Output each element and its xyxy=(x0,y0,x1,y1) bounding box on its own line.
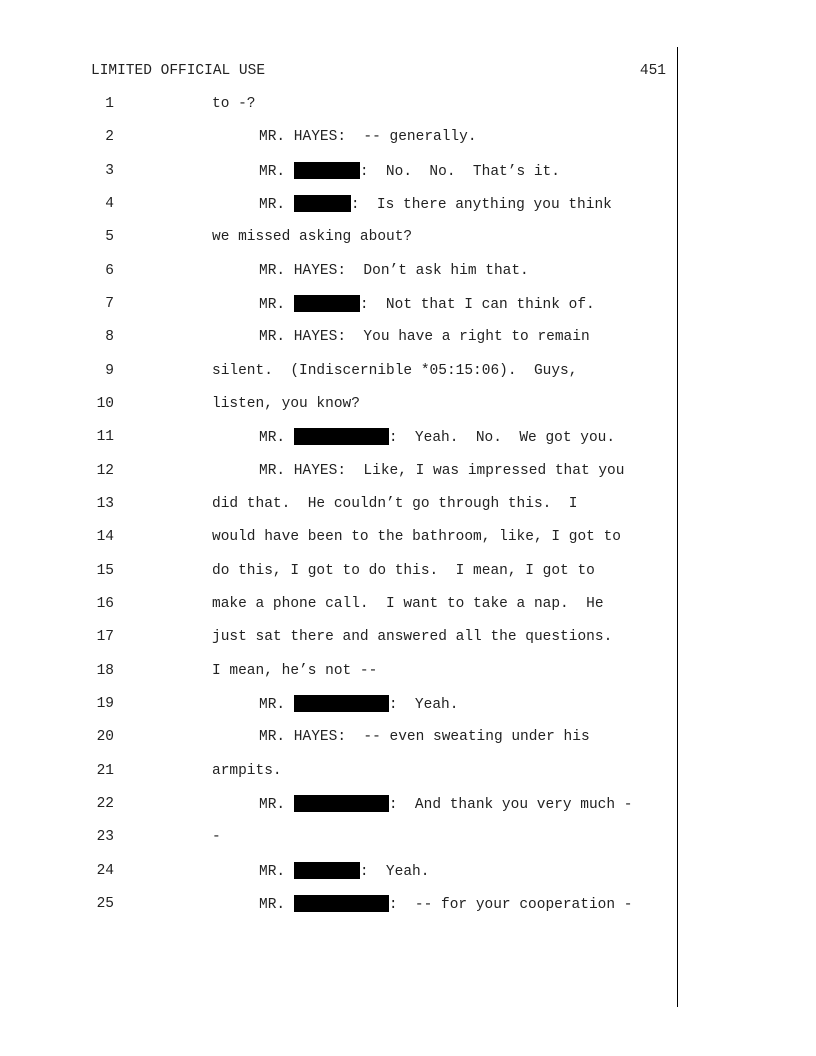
speech-text: : Not that I can think of. xyxy=(359,297,595,313)
line-number: 19 xyxy=(96,696,114,712)
speech-text: : Is there anything you think xyxy=(350,197,612,213)
line-number: 4 xyxy=(105,196,114,212)
redaction-box xyxy=(294,862,360,879)
line-number: 20 xyxy=(96,729,114,745)
speaker-prefix: MR. xyxy=(259,864,294,880)
classification-header: LIMITED OFFICIAL USE xyxy=(91,63,266,79)
speaker-prefix: MR. xyxy=(259,797,294,813)
line-number: 14 xyxy=(96,529,114,545)
speaker-prefix: MR. xyxy=(259,164,294,180)
line-text xyxy=(259,862,429,881)
line-text: would have been to the bathroom, like, I got to xyxy=(212,529,621,545)
transcript-line xyxy=(0,95,816,113)
transcript-line xyxy=(0,162,816,180)
transcript-line xyxy=(0,628,816,646)
line-number: 5 xyxy=(105,229,114,245)
line-text: MR. HAYES: You have a right to remain xyxy=(259,329,590,345)
speech-text: : And thank you very much - xyxy=(388,797,633,813)
redaction-box xyxy=(294,428,389,445)
line-number: 7 xyxy=(105,296,114,312)
line-text: we missed asking about? xyxy=(212,229,413,245)
line-text xyxy=(259,428,615,447)
line-number: 16 xyxy=(96,596,114,612)
line-number: 2 xyxy=(105,129,114,145)
speaker-prefix: MR. xyxy=(259,197,294,213)
redaction-box xyxy=(294,195,351,212)
line-text: MR. HAYES: -- generally. xyxy=(259,129,477,145)
transcript-line xyxy=(0,128,816,146)
speaker-prefix: MR. xyxy=(259,430,294,446)
line-number: 24 xyxy=(96,863,114,879)
redaction-box xyxy=(294,795,389,812)
transcript-line xyxy=(0,528,816,546)
line-text xyxy=(259,295,595,314)
speech-text: : -- for your cooperation - xyxy=(388,897,633,913)
transcript-line xyxy=(0,595,816,613)
line-text: armpits. xyxy=(212,763,282,779)
redaction-box xyxy=(294,162,360,179)
line-text xyxy=(259,895,632,914)
transcript-line xyxy=(0,895,816,913)
transcript-line xyxy=(0,462,816,480)
line-text: listen, you know? xyxy=(212,396,360,412)
line-text: to -? xyxy=(212,96,256,112)
line-text: MR. HAYES: -- even sweating under his xyxy=(259,729,590,745)
transcript-line xyxy=(0,328,816,346)
transcript-line xyxy=(0,428,816,446)
line-number: 17 xyxy=(96,629,114,645)
line-text xyxy=(259,162,560,181)
transcript-line xyxy=(0,562,816,580)
transcript-line xyxy=(0,662,816,680)
line-text: just sat there and answered all the questions. xyxy=(212,629,613,645)
speaker-prefix: MR. xyxy=(259,897,294,913)
line-text: make a phone call. I want to take a nap. He xyxy=(212,596,604,612)
transcript-line xyxy=(0,228,816,246)
line-text xyxy=(259,695,458,714)
line-number: 22 xyxy=(96,796,114,812)
line-number: 8 xyxy=(105,329,114,345)
line-number: 3 xyxy=(105,163,114,179)
speech-text: : Yeah. xyxy=(359,864,430,880)
transcript-line xyxy=(0,495,816,513)
line-text: - xyxy=(212,829,221,845)
redaction-box xyxy=(294,295,360,312)
line-text: MR. HAYES: Don’t ask him that. xyxy=(259,263,529,279)
line-number: 18 xyxy=(96,663,114,679)
page-number: 451 xyxy=(639,63,666,79)
transcript-line xyxy=(0,195,816,213)
redaction-box xyxy=(294,695,389,712)
line-text: did that. He couldn’t go through this. I xyxy=(212,496,578,512)
line-number: 11 xyxy=(96,429,114,445)
transcript-line xyxy=(0,828,816,846)
transcript-line xyxy=(0,262,816,280)
line-number: 9 xyxy=(105,363,114,379)
transcript-line xyxy=(0,795,816,813)
speech-text: : Yeah. No. We got you. xyxy=(388,430,616,446)
line-text: do this, I got to do this. I mean, I got to xyxy=(212,563,595,579)
line-number: 10 xyxy=(96,396,114,412)
line-text: MR. HAYES: Like, I was impressed that you xyxy=(259,463,625,479)
transcript-line xyxy=(0,862,816,880)
line-number: 13 xyxy=(96,496,114,512)
redaction-box xyxy=(294,895,389,912)
transcript-line xyxy=(0,728,816,746)
line-number: 12 xyxy=(96,463,114,479)
transcript-line xyxy=(0,295,816,313)
line-number: 1 xyxy=(105,96,114,112)
line-text xyxy=(259,195,612,214)
line-number: 25 xyxy=(96,896,114,912)
line-number: 23 xyxy=(96,829,114,845)
line-text xyxy=(259,795,632,814)
line-text: silent. (Indiscernible *05:15:06). Guys, xyxy=(212,363,578,379)
transcript-line xyxy=(0,395,816,413)
transcript-line xyxy=(0,362,816,380)
line-number: 21 xyxy=(96,763,114,779)
speaker-prefix: MR. xyxy=(259,697,294,713)
line-number: 15 xyxy=(96,563,114,579)
line-number: 6 xyxy=(105,263,114,279)
speech-text: : Yeah. xyxy=(388,697,459,713)
line-text: I mean, he’s not -- xyxy=(212,663,378,679)
speech-text: : No. No. That’s it. xyxy=(359,164,560,180)
transcript-line xyxy=(0,695,816,713)
speaker-prefix: MR. xyxy=(259,297,294,313)
transcript-line xyxy=(0,762,816,780)
